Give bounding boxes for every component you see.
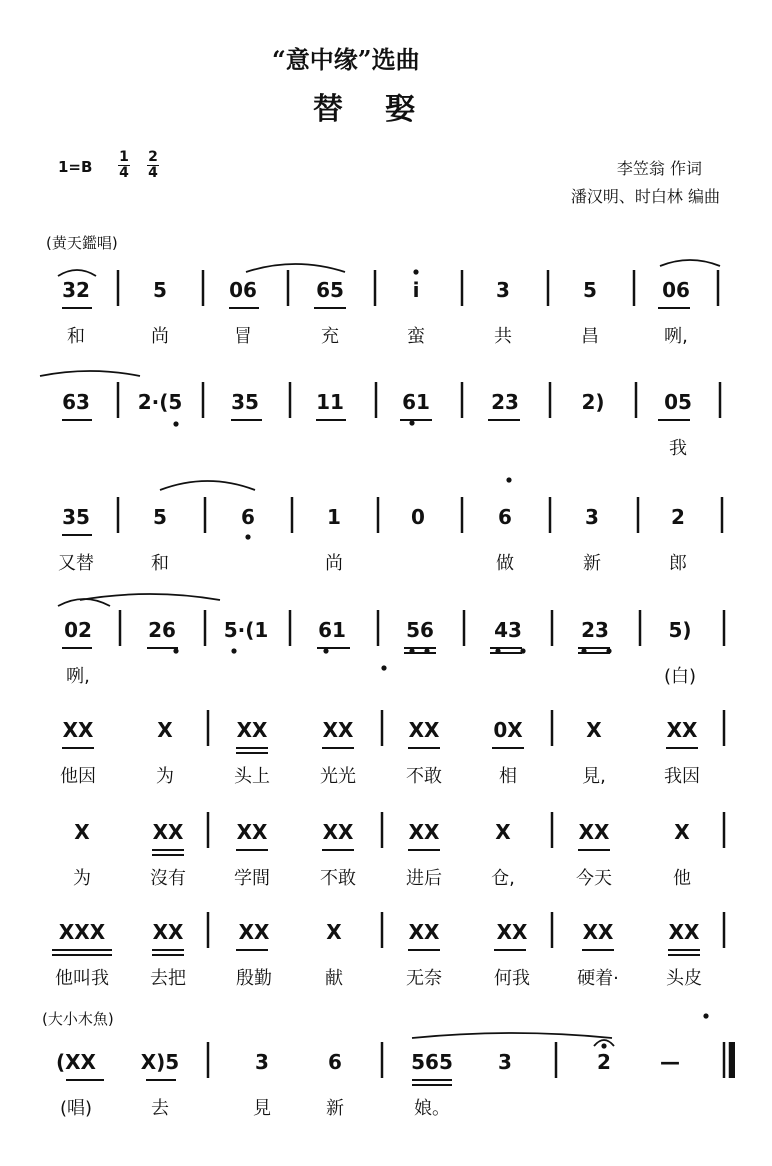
- lyric-syllable: 充: [321, 326, 339, 347]
- time-sig-numerator: 2: [148, 149, 158, 165]
- time-sig-numerator: 1: [119, 149, 129, 165]
- note-group: 6: [498, 505, 512, 529]
- note-group: 6: [241, 505, 255, 529]
- note-group: X: [674, 820, 690, 844]
- note-group: XX: [322, 820, 354, 844]
- lyric-syllable: 見: [253, 1098, 271, 1119]
- singer-note: (黄天鑑唱): [46, 234, 118, 252]
- note-group: 3: [496, 278, 510, 302]
- note-group: 56: [406, 618, 434, 642]
- note-group: XX: [408, 920, 440, 944]
- lyric-syllable: 見,: [582, 766, 606, 787]
- lyric-syllable: 他叫我: [55, 968, 109, 989]
- lyric-syllable: 咧,: [664, 326, 688, 347]
- lyric-syllable: 冒: [234, 326, 252, 347]
- note-group: 06: [229, 278, 257, 302]
- note-group: 2): [581, 390, 605, 414]
- stray-dot: [703, 1013, 708, 1018]
- note-group: 06: [662, 278, 690, 302]
- note-group: 5: [153, 505, 167, 529]
- stray-dot: [381, 665, 386, 670]
- note-group: XX: [236, 820, 268, 844]
- slur: [40, 371, 140, 376]
- note-group: i: [412, 278, 420, 302]
- note-group: 11: [316, 390, 344, 414]
- lyric-syllable: 娘。: [414, 1098, 450, 1119]
- note-group: 23: [581, 618, 609, 642]
- note-group: —: [660, 1050, 680, 1074]
- slur: [160, 481, 255, 490]
- note-group: 2·(5: [137, 390, 183, 414]
- lyric-syllable: 共: [494, 326, 512, 347]
- time-sig-denominator: 4: [148, 165, 158, 181]
- lyric-syllable: 为: [73, 868, 91, 889]
- note-group: 5: [153, 278, 167, 302]
- note-group: 02: [64, 618, 92, 642]
- note-group: XX: [668, 920, 700, 944]
- lyric-syllable: 郎: [669, 553, 687, 574]
- lyric-syllable: 他因: [60, 766, 96, 787]
- note-group: 1: [327, 505, 341, 529]
- note-group: XX: [578, 820, 610, 844]
- lyric-syllable: 做: [496, 553, 514, 574]
- note-group: 35: [62, 505, 90, 529]
- slur: [80, 594, 220, 600]
- lyric-syllable: 和: [151, 553, 169, 574]
- percussion-note: (大小木魚): [42, 1010, 114, 1028]
- note-group: XX: [496, 920, 528, 944]
- fermata-dot: [601, 1043, 606, 1048]
- lyric-syllable: 仓,: [491, 868, 515, 889]
- lyric-syllable: 新: [326, 1098, 344, 1119]
- song-subtitle: “意中缘”选曲: [272, 45, 420, 74]
- lyric-syllable: 昌: [581, 326, 599, 347]
- note-group: 3: [255, 1050, 269, 1074]
- note-group: 2: [671, 505, 685, 529]
- note-group: 3: [498, 1050, 512, 1074]
- note-group: 26: [148, 618, 176, 642]
- note-group: 2: [597, 1050, 611, 1074]
- note-group: 61: [402, 390, 430, 414]
- low-octave-dot: [424, 648, 429, 653]
- note-group: X: [586, 718, 602, 742]
- note-group: 32: [62, 278, 90, 302]
- lyric-syllable: 硬着·: [577, 968, 619, 989]
- lyric-syllable: 尚: [151, 326, 169, 347]
- note-group: 43: [494, 618, 522, 642]
- low-octave-dot: [173, 421, 178, 426]
- lyric-syllable: 今天: [576, 868, 612, 889]
- lyricist-credit: 李笠翁 作词: [616, 159, 702, 178]
- lyric-syllable: 他: [673, 868, 691, 889]
- note-group: 6: [328, 1050, 342, 1074]
- note-group: 565: [411, 1050, 453, 1074]
- composer-credit: 潘汉明、时白林 编曲: [570, 187, 720, 206]
- low-octave-dot: [606, 648, 611, 653]
- lyric-syllable: 头上: [234, 766, 270, 787]
- lyric-syllable: 新: [583, 553, 601, 574]
- lyric-syllable: 进后: [406, 868, 442, 889]
- note-group: 5): [668, 618, 692, 642]
- note-group: X)5: [140, 1050, 180, 1074]
- note-group: 3: [585, 505, 599, 529]
- lyric-syllable: 相: [499, 766, 517, 787]
- note-group: 0: [411, 505, 425, 529]
- lyric-syllable: 献: [325, 968, 343, 989]
- lyric-syllable: 头皮: [666, 968, 702, 989]
- note-group: X: [74, 820, 90, 844]
- low-octave-dot: [581, 648, 586, 653]
- note-group: XX: [322, 718, 354, 742]
- lyric-syllable: 咧,: [66, 666, 90, 687]
- lyric-syllable: 学間: [234, 868, 270, 889]
- low-octave-dot: [520, 648, 525, 653]
- note-group: XX: [408, 820, 440, 844]
- key-signature: 1=B: [58, 158, 93, 176]
- lyric-syllable: 沒有: [150, 868, 186, 889]
- time-sig-denominator: 4: [119, 165, 129, 181]
- note-group: 35: [231, 390, 259, 414]
- note-group: 65: [316, 278, 344, 302]
- lyric-syllable: 不敢: [406, 766, 442, 787]
- note-group: XX: [62, 718, 94, 742]
- low-octave-dot: [409, 648, 414, 653]
- note-group: XX: [238, 920, 270, 944]
- note-group: 5: [583, 278, 597, 302]
- low-octave-dot: [173, 648, 178, 653]
- lyric-syllable: (白): [663, 666, 697, 687]
- low-octave-dot: [323, 648, 328, 653]
- high-octave-dot: [413, 269, 418, 274]
- lyric-syllable: 殷勤: [236, 968, 272, 989]
- low-octave-dot: [245, 534, 250, 539]
- lyric-syllable: (唱): [59, 1098, 93, 1119]
- note-group: 23: [491, 390, 519, 414]
- low-octave-dot: [409, 420, 414, 425]
- lyric-syllable: 蛮: [407, 326, 425, 347]
- lyric-syllable: 去把: [150, 968, 186, 989]
- note-group: 5·(1: [223, 618, 269, 642]
- slur: [412, 1033, 612, 1038]
- low-octave-dot: [495, 648, 500, 653]
- note-group: (XX: [56, 1050, 96, 1074]
- note-group: XX: [408, 718, 440, 742]
- lyric-syllable: 我: [669, 438, 687, 459]
- note-group: 05: [664, 390, 692, 414]
- note-group: XX: [152, 920, 184, 944]
- lyric-syllable: 去: [151, 1098, 169, 1119]
- note-group: XXX: [58, 920, 106, 944]
- slur: [246, 264, 345, 272]
- note-group: XX: [236, 718, 268, 742]
- note-group: X: [495, 820, 511, 844]
- slur: [660, 260, 720, 266]
- low-octave-dot: [231, 648, 236, 653]
- note-group: XX: [666, 718, 698, 742]
- lyric-syllable: 何我: [494, 968, 530, 989]
- lyric-syllable: 光光: [320, 766, 356, 787]
- lyric-syllable: 和: [67, 326, 85, 347]
- lyric-syllable: 不敢: [320, 868, 356, 889]
- note-group: X: [326, 920, 342, 944]
- note-group: X: [157, 718, 173, 742]
- lyric-syllable: 又替: [58, 553, 94, 574]
- slur: [58, 270, 96, 276]
- lyric-syllable: 无奈: [406, 968, 442, 989]
- note-group: 63: [62, 390, 90, 414]
- note-group: XX: [152, 820, 184, 844]
- high-octave-dot: [506, 477, 511, 482]
- note-group: 0X: [493, 718, 523, 742]
- note-group: XX: [582, 920, 614, 944]
- song-title: 替娶: [313, 92, 457, 127]
- note-group: 61: [318, 618, 346, 642]
- lyric-syllable: 尚: [325, 553, 343, 574]
- lyric-syllable: 为: [156, 766, 174, 787]
- lyric-syllable: 我因: [664, 766, 700, 787]
